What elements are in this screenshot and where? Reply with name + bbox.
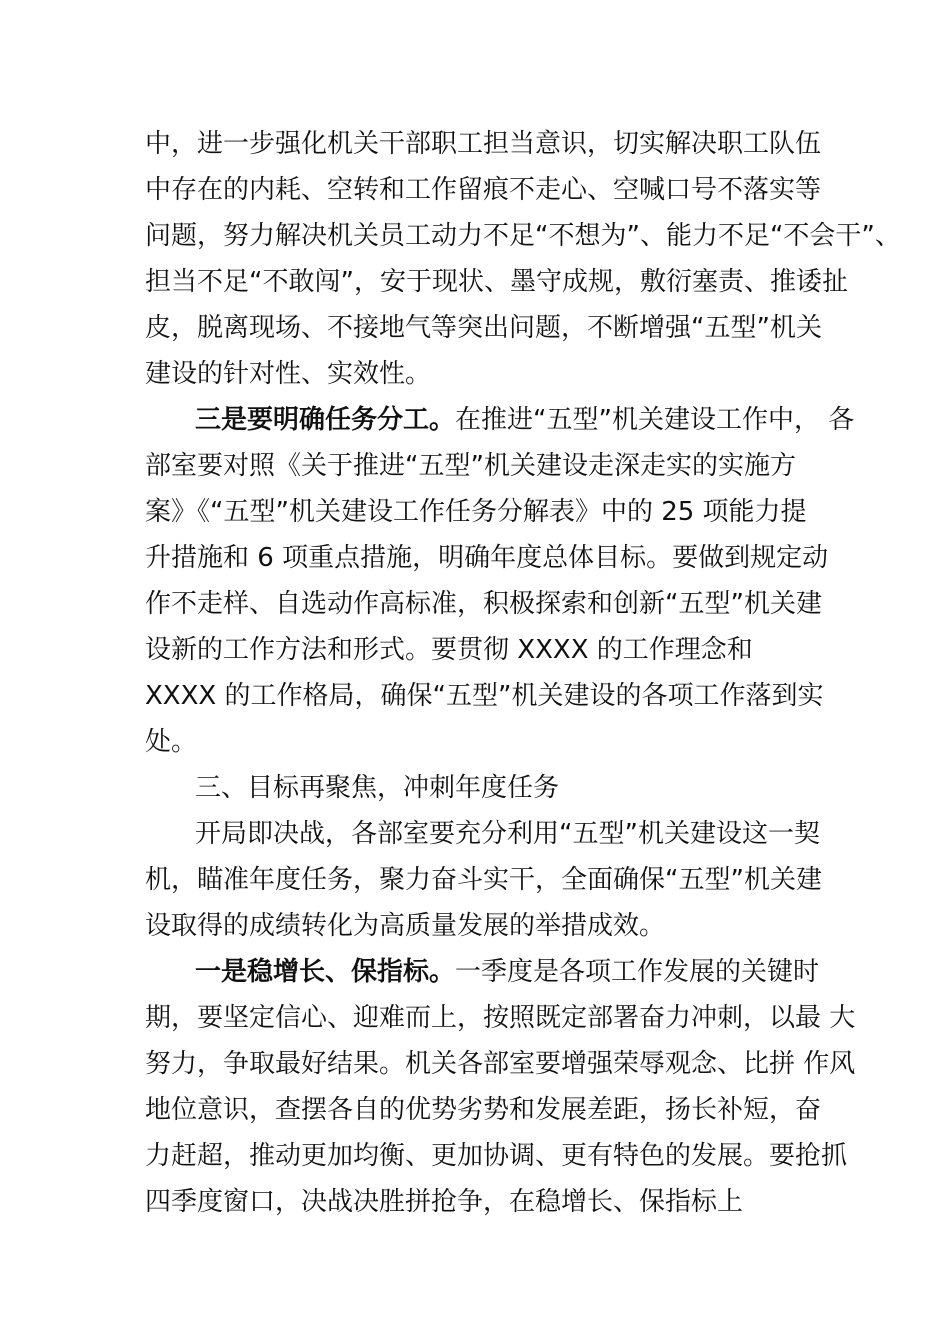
paragraph-line: 案》《“五型”机关建设工作任务分解表》中的 25 项能力提	[145, 497, 807, 527]
paragraph-lead-bold: 一是稳增长、保指标。	[195, 957, 456, 987]
paragraph-line: 中存在的内耗、空转和工作留痕不走心、空喊口号不落实等	[145, 175, 822, 205]
paragraph-line: 期，要坚定信心、迎难而上，按照既定部署奋力冲刺，以最 大	[145, 1003, 856, 1033]
paragraph-line: 作不走样、自选动作高标准，积极探索和创新“五型”机关建	[145, 589, 822, 619]
paragraph-line: XXXX 的工作格局，确保“五型”机关建设的各项工作落到实	[145, 681, 824, 711]
paragraph-line: 努力，争取最好结果。机关各部室要增强荣辱观念、比拼 作风	[145, 1049, 856, 1079]
paragraph-text: 在推进“五型”机关建设工作中， 各	[455, 405, 855, 435]
paragraph-line: 开局即决战，各部室要充分利用“五型”机关建设这一契	[195, 819, 820, 849]
paragraph-line: 四季度窗口，决战决胜拼抢争，在稳增长、保指标上	[145, 1187, 744, 1217]
paragraph-lead-bold: 三是要明确任务分工。	[195, 405, 456, 435]
paragraph-line: 担当不足“不敢闯”，安于现状、墨守成规，敷衍塞责、推诿扯	[145, 267, 848, 297]
paragraph-line: 问题，努力解决机关员工动力不足“不想为”、能力不足“不会干”、	[145, 221, 901, 251]
paragraph-line: 部室要对照《关于推进“五型”机关建设走深走实的实施方	[145, 451, 796, 481]
paragraph-line: 设新的工作方法和形式。要贯彻 XXXX 的工作理念和	[145, 635, 753, 665]
paragraph-line: 设取得的成绩转化为高质量发展的举措成效。	[145, 911, 666, 941]
paragraph-line: 机，瞄准年度任务，聚力奋斗实干，全面确保“五型”机关建	[145, 865, 822, 895]
section-heading: 三、目标再聚焦，冲刺年度任务	[195, 773, 560, 803]
paragraph-text: 一季度是各项工作发展的关键时	[455, 957, 820, 987]
paragraph-line: 处。	[145, 727, 198, 757]
paragraph-line: 升措施和 6 项重点措施，明确年度总体目标。要做到规定动	[145, 543, 829, 573]
paragraph-line: 皮，脱离现场、不接地气等突出问题，不断增强“五型”机关	[145, 313, 822, 343]
paragraph-line: 地位意识，查摆各自的优势劣势和发展差距，扬长补短，奋	[145, 1095, 822, 1125]
paragraph-line	[195, 955, 819, 989]
paragraph-line: 建设的针对性、实效性。	[145, 359, 432, 389]
paragraph-line: 力赶超，推动更加均衡、更加协调、更有特色的发展。要抢抓	[145, 1141, 848, 1171]
paragraph-line: 中，进一步强化机关干部职工担当意识，切实解决职工队伍	[145, 129, 822, 159]
paragraph-line	[195, 403, 854, 437]
